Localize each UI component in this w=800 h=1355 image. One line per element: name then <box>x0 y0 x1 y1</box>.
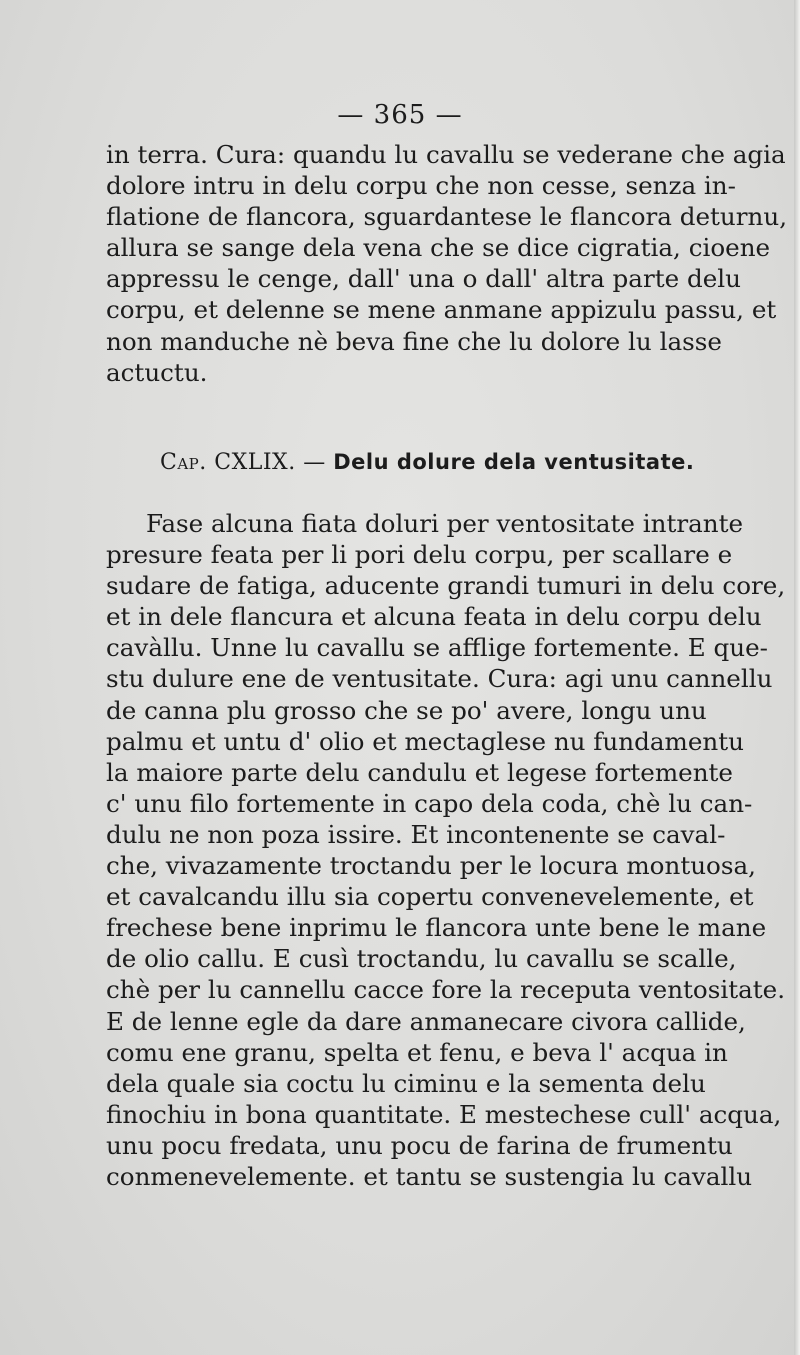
text-line: chè per lu cannellu cacce fore la receputa ventositate. <box>106 975 786 1005</box>
main-paragraph <box>106 508 786 1192</box>
text-line: palmu et untu d' olio et mectaglese nu fundamentu <box>106 726 744 756</box>
text-line: unu pocu fredata, unu pocu de farina de frumentu <box>106 1130 733 1160</box>
top-paragraph <box>106 139 788 388</box>
text-line: et cavalcandu illu sia copertu convenevelemente, et <box>106 882 754 912</box>
text-line: cavàllu. Unne lu cavallu se afflige fortemente. E que- <box>106 633 768 663</box>
chapter-heading <box>160 450 694 475</box>
text-line: che, vivazamente troctandu per le locura montuosa, <box>106 851 756 881</box>
text-line: sudare de fatiga, aducente grandi tumuri in delu core, <box>106 571 786 601</box>
page-edge <box>794 0 800 1355</box>
text-line: appressu le cenge, dall' una o dall' altra parte delu <box>106 264 741 294</box>
text-line: dolore intru in delu corpu che non cesse, senza in- <box>106 171 736 201</box>
text-line: corpu, et delenne se mene anmane appizulu passu, et <box>106 295 777 325</box>
text-line: frechese bene inprimu le flancora unte bene le mane <box>106 913 767 943</box>
chapter-number: Cap. CXLIX. <box>160 450 296 475</box>
text-line: non manduche nè beva fine che lu dolore lu lasse <box>106 326 722 356</box>
text-line: dela quale sia coctu lu ciminu e la sementa delu <box>106 1068 706 1098</box>
chapter-dash: — <box>303 450 326 475</box>
text-line: in terra. Cura: quandu lu cavallu se vederane che agia <box>106 140 786 169</box>
text-line: E de lenne egle da dare anmanecare civora callide, <box>106 1006 746 1036</box>
text-line: et in dele flancura et alcuna feata in delu corpu delu <box>106 602 762 632</box>
text-line: finochiu in bona quantitate. E mestechese cull' acqua, <box>106 1099 782 1129</box>
text-line: la maiore parte delu candulu et legese fortemente <box>106 757 733 787</box>
text-line: presure feata per li pori delu corpu, per scallare e <box>106 540 733 570</box>
text-line: actuctu. <box>106 357 208 387</box>
text-line: de canna plu grosso che se po' avere, longu unu <box>106 695 707 725</box>
text-line: c' unu filo fortemente in capo dela coda, chè lu can- <box>106 788 753 818</box>
text-line: dulu ne non poza issire. Et incontenente se caval- <box>106 819 726 849</box>
text-line: conmenevelemente. et tantu se sustengia lu cavallu <box>106 1161 753 1191</box>
text-line: allura se sange dela vena che se dice cigratia, cioene <box>106 233 771 263</box>
text-line: de olio callu. E cusì troctandu, lu cavallu se scalle, <box>106 944 737 974</box>
chapter-title: Delu dolure dela ventusitate. <box>333 450 695 474</box>
text-line: Fase alcuna fiata doluri per ventositate intrante <box>146 509 744 538</box>
page-number: — 365 — <box>337 100 463 130</box>
text-line: flatione de flancora, sguardantese le flancora deturnu, <box>106 202 788 232</box>
text-line: comu ene granu, spelta et fenu, e beva l' acqua in <box>106 1037 728 1067</box>
text-line: stu dulure ene de ventusitate. Cura: agi unu cannellu <box>106 664 773 694</box>
